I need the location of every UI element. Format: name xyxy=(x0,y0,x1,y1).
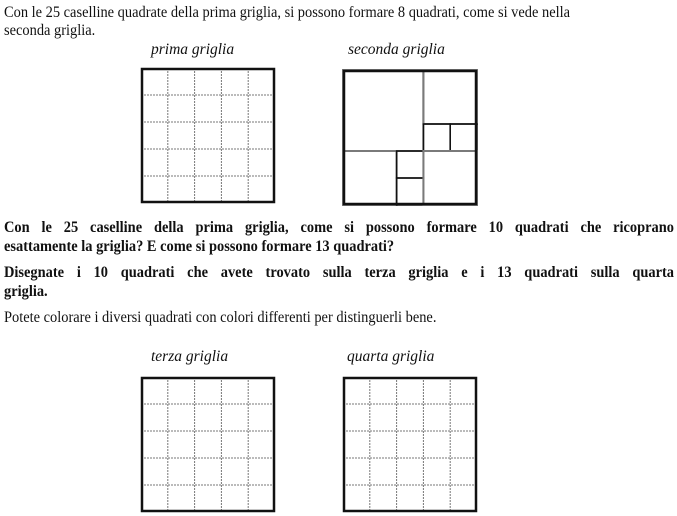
label-terza-griglia: terza griglia xyxy=(151,348,229,365)
grid-border xyxy=(344,378,476,511)
square-2x2 xyxy=(343,151,397,205)
instruction-line-1: Disegnate i 10 quadrati che avete trovato sulla terza griglia e i 13 quadrati sulla quarta xyxy=(4,264,674,281)
square-2x2 xyxy=(423,70,477,124)
label-prima-griglia: prima griglia xyxy=(151,41,235,58)
square-1x1 xyxy=(397,151,424,178)
grid-border xyxy=(142,69,274,202)
terza-griglia[interactable] xyxy=(141,377,275,512)
instruction-line-2: griglia. xyxy=(4,283,48,300)
grid-border xyxy=(142,378,274,511)
question-line-1: Con le 25 caselline della prima griglia, come si possono formare 10 quadrati che ricoprano xyxy=(4,219,674,236)
label-seconda-griglia: seconda griglia xyxy=(348,41,445,58)
prima-griglia xyxy=(141,68,275,203)
note-text: Potete colorare i diversi quadrati con colori differenti per distinguerli bene. xyxy=(4,309,437,326)
square-1x1 xyxy=(423,124,450,151)
label-quarta-griglia: quarta griglia xyxy=(347,348,435,365)
square-1x1 xyxy=(397,178,424,205)
square-3x3 xyxy=(343,70,423,151)
seconda-griglia xyxy=(343,70,477,205)
square-1x1 xyxy=(450,124,477,151)
intro-line-2: seconda griglia. xyxy=(4,22,96,39)
quarta-griglia[interactable] xyxy=(343,377,477,512)
intro-line-1: Con le 25 caselline quadrate della prima griglia, si possono formare 8 quadrati, come si vede nella xyxy=(4,4,571,21)
question-line-2: esattamente la griglia? E come si possono formare 13 quadrati? xyxy=(4,238,395,255)
grid-border xyxy=(344,71,476,204)
square-2x2 xyxy=(423,151,477,205)
